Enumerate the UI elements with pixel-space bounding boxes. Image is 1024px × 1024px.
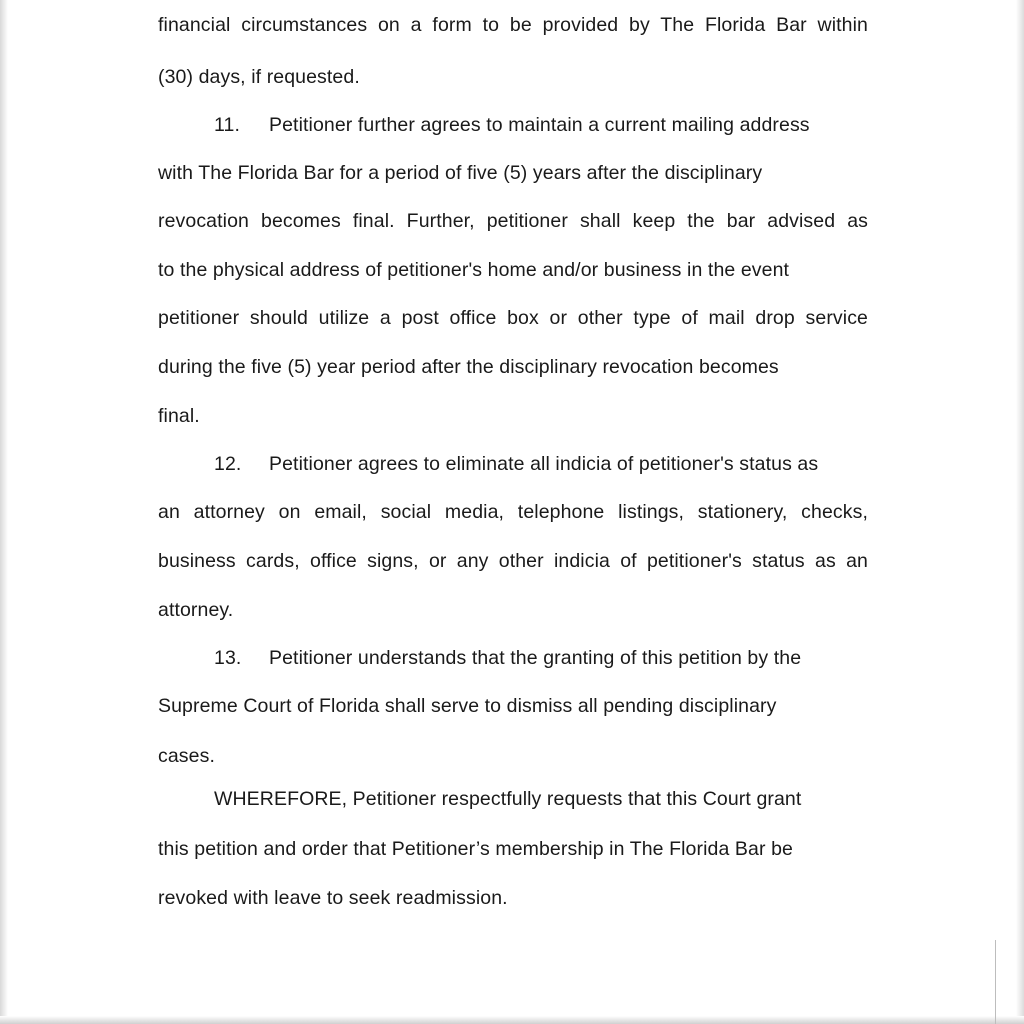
- text-line: an attorney on email, social media, telephone listings, stationery, checks,: [158, 501, 868, 523]
- wherefore-line: WHEREFORE, Petitioner respectfully requests that this Court grant: [214, 788, 802, 810]
- text-line: Petitioner further agrees to maintain a current mailing address: [269, 114, 810, 136]
- text-line: final.: [158, 405, 200, 427]
- text-line: Supreme Court of Florida shall serve to dismiss all pending disciplinary: [158, 695, 777, 717]
- page-shadow-left: [0, 0, 8, 1024]
- text-line: business cards, office signs, or any other indicia of petitioner's status as an: [158, 550, 868, 572]
- text-line: cases.: [158, 745, 215, 767]
- text-line: during the five (5) year period after the disciplinary revocation becomes: [158, 356, 779, 378]
- paragraph-number: 11.: [214, 114, 240, 136]
- text-line: financial circumstances on a form to be provided by The Florida Bar within: [158, 14, 868, 36]
- text-line: attorney.: [158, 599, 234, 621]
- paragraph-12-first-line: [214, 455, 818, 475]
- text-line: petitioner should utilize a post office box or other type of mail drop service: [158, 307, 868, 329]
- paragraph-number: 13.: [214, 647, 242, 669]
- text-line: Petitioner understands that the granting of this petition by the: [269, 647, 802, 669]
- text-line: Petitioner agrees to eliminate all indicia of petitioner's status as: [269, 453, 819, 475]
- text-line: revoked with leave to seek readmission.: [158, 887, 508, 909]
- text-line: to the physical address of petitioner's home and/or business in the event: [158, 259, 790, 281]
- paragraph-11-first-line: [214, 116, 810, 136]
- scan-artifact-line: [995, 940, 996, 1024]
- page-shadow-right: [1016, 0, 1024, 1024]
- page-shadow-bottom: [0, 1016, 1024, 1024]
- text-line: (30) days, if requested.: [158, 66, 360, 88]
- text-line: with The Florida Bar for a period of five (5) years after the disciplinary: [158, 162, 763, 184]
- text-line: this petition and order that Petitioner’s membership in The Florida Bar be: [158, 838, 793, 860]
- paragraph-13-first-line: [214, 649, 801, 669]
- text-line: revocation becomes final. Further, petitioner shall keep the bar advised as: [158, 210, 868, 232]
- paragraph-number: 12.: [214, 453, 242, 475]
